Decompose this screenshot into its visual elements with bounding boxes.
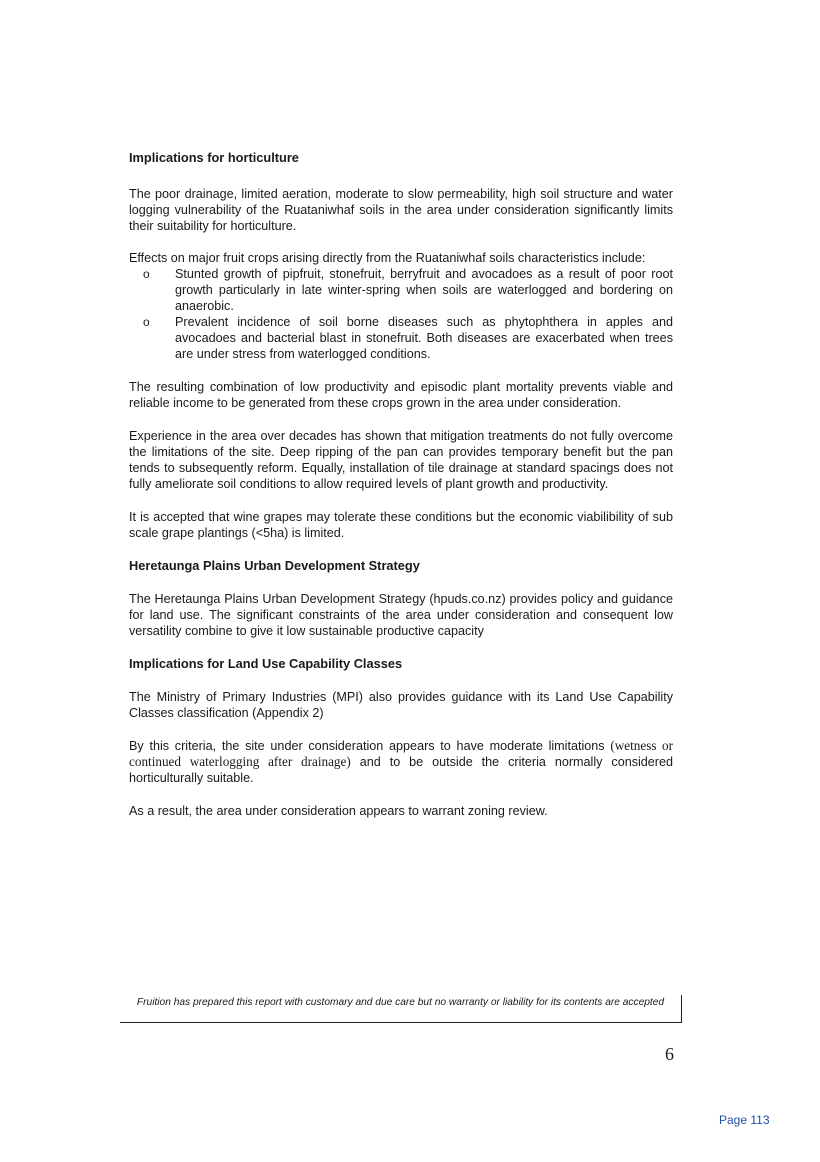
bullet-icon: o [143,315,150,329]
paragraph-mitigation: Experience in the area over decades has shown that mitigation treatments do not fully overcome the limitations of the site. Deep ripping of the pan can provides temporary benefit but the pan tends to subsequently reform. Equally, installation of tile drainage at standard spacings does not fully ameliorate soil conditions to allow required levels of plant growth and productivity. [129,429,673,491]
heading-luc: Implications for Land Use Capability Classes [129,656,403,671]
list-item [129,314,673,362]
criteria-text-serif: (wetness or continued waterlogging after drainage) [129,738,673,769]
paragraph-income: The resulting combination of low productivity and episodic plant mortality prevents viable and reliable income to be generated from these crops grown in the area under consideration. [129,380,673,410]
paragraph-wine-grapes: It is accepted that wine grapes may tolerate these conditions but the economic viabilibility of sub scale grape plantings (<5ha) is limited. [129,510,673,540]
footer-disclaimer: Fruition has prepared this report with customary and due care but no warranty or liability for its contents are accepted [120,995,682,1023]
paragraph-hpuds: The Heretaunga Plains Urban Development Strategy (hpuds.co.nz) provides policy and guidance for land use. The significant constraints of the area under consideration and consequent low versatility combine to give it low sustainable productive capacity [129,592,673,638]
list-item [129,266,673,314]
paragraph-effects-intro: Effects on major fruit crops arising directly from the Ruataniwhaf soils characteristics include: [129,251,646,265]
effects-list [129,266,673,362]
heading-hpuds: Heretaunga Plains Urban Development Strategy [129,558,420,573]
paragraph-mpi: The Ministry of Primary Industries (MPI) also provides guidance with its Land Use Capability Classes classification (Appendix 2) [129,690,673,720]
paragraph-drainage: The poor drainage, limited aeration, moderate to slow permeability, high soil structure and water logging vulnerability of the Ruataniwhaf soils in the area under consideration significantly limits their suitability for horticulture. [129,187,673,233]
page-number: 6 [665,1044,674,1064]
list-item-text: Stunted growth of pipfruit, stonefruit, berryfruit and avocadoes as a result of poor root growth particularly in late winter-spring when soils are waterlogged and bordering on anaerobic. [175,267,673,313]
heading-horticulture: Implications for horticulture [129,150,299,165]
paragraph-criteria [129,738,673,786]
list-item-text: Prevalent incidence of soil borne diseases such as phytophthera in apples and avocadoes and bacterial blast in stonefruit. Both diseases are exacerbated when trees are under stress from waterlogged conditions. [175,315,673,361]
criteria-text-before: By this criteria, the site under consideration appears to have moderate limitations [129,739,611,753]
paragraph-conclusion: As a result, the area under consideration appears to warrant zoning review. [129,804,548,818]
page-label: Page 113 [719,1113,770,1127]
criteria-text-after: and to be outside the criteria normally considered horticulturally suitable. [129,755,674,785]
bullet-icon: o [143,267,150,281]
page-content [129,150,673,819]
